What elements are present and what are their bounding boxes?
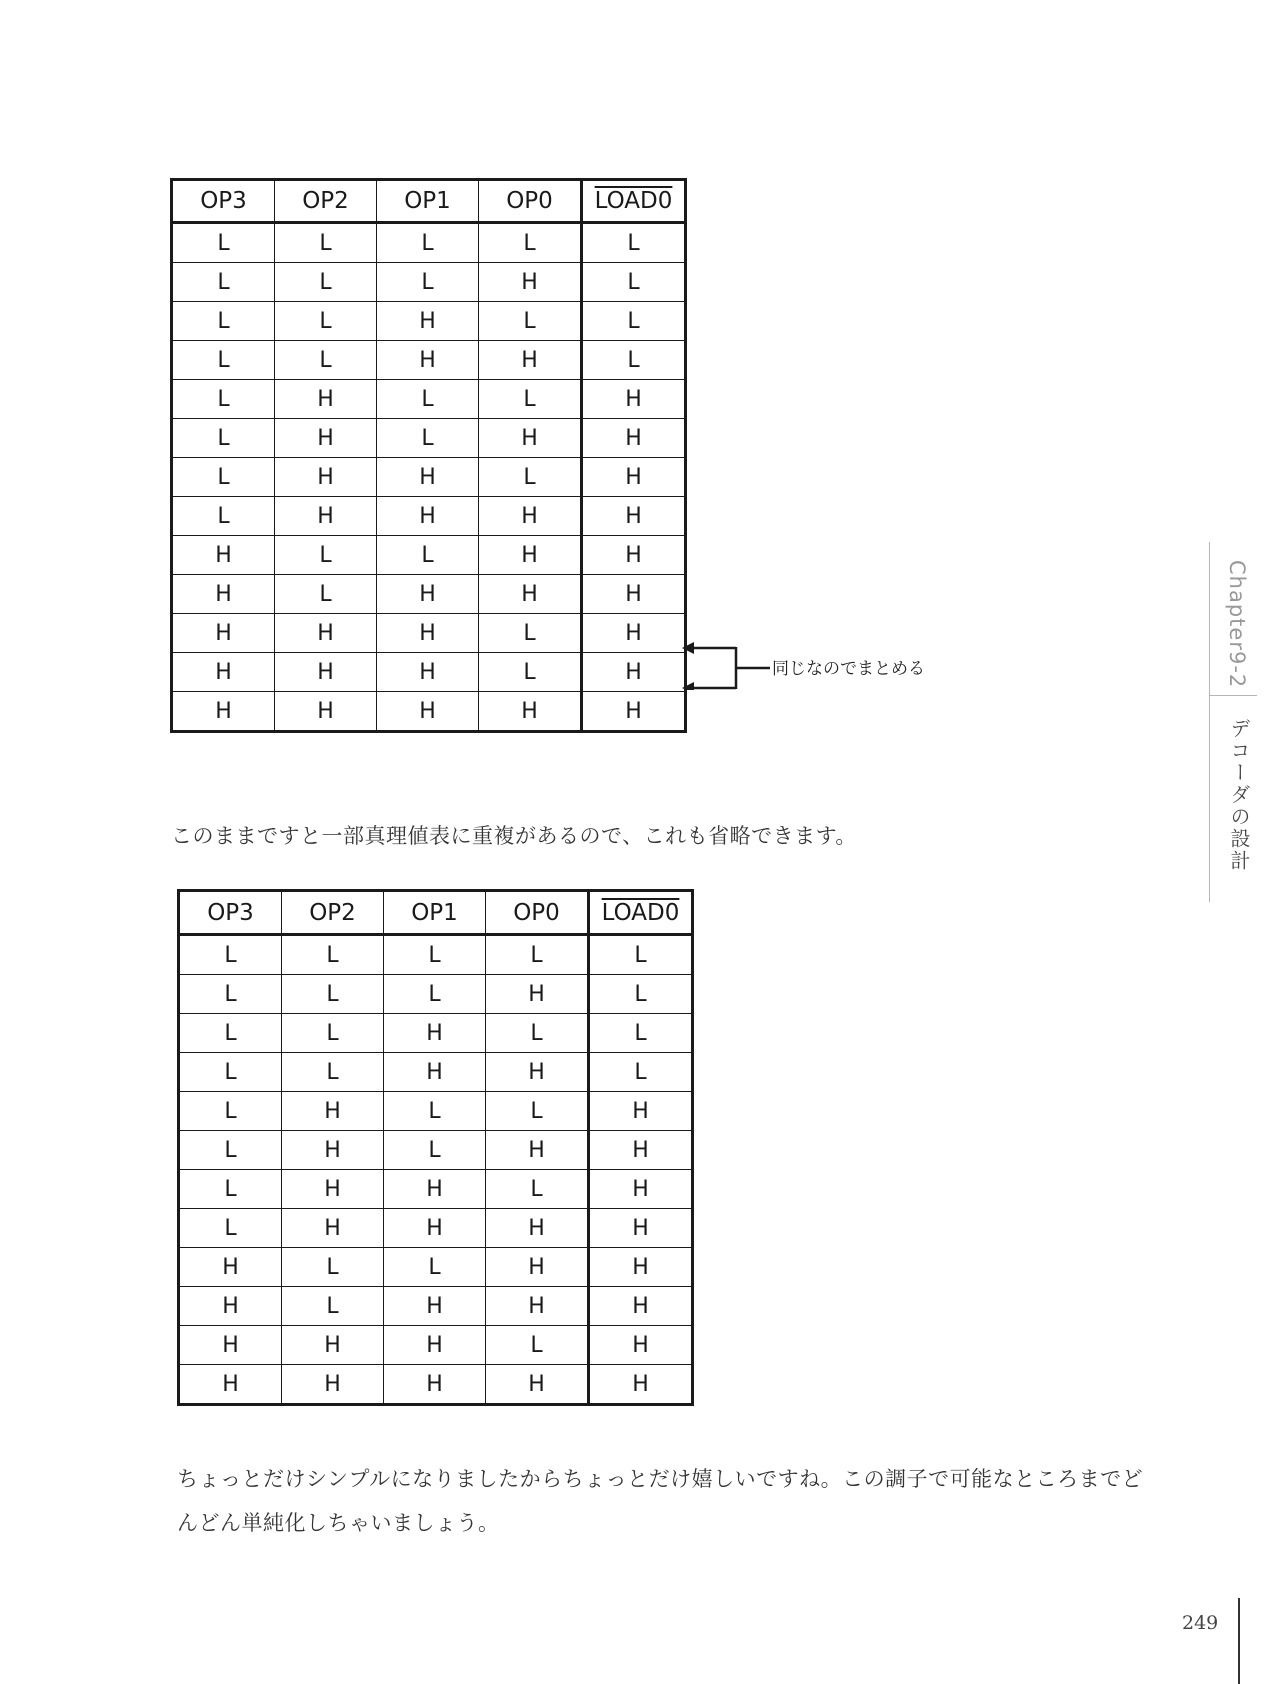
table-cell: L	[589, 975, 693, 1014]
table-cell: H	[486, 1365, 589, 1405]
table-cell: L	[384, 1248, 486, 1287]
table-cell: L	[486, 1014, 589, 1053]
table-cell: H	[282, 1170, 384, 1209]
table-row	[179, 1092, 693, 1131]
table-cell: L	[179, 1209, 282, 1248]
table-cell: H	[486, 1131, 589, 1170]
table-cell: L	[275, 223, 377, 263]
table-row	[172, 380, 686, 419]
table-cell: H	[384, 1287, 486, 1326]
table-cell: H	[172, 614, 275, 653]
table-cell: H	[582, 614, 686, 653]
table-cell: L	[275, 575, 377, 614]
table-cell: L	[589, 1053, 693, 1092]
table-cell: H	[486, 1053, 589, 1092]
table-cell: L	[486, 1326, 589, 1365]
table-cell: H	[282, 1365, 384, 1405]
column-header-op1: OP1	[384, 891, 486, 935]
table-cell: H	[282, 1209, 384, 1248]
table-cell: H	[282, 1326, 384, 1365]
section-label: デコーダの設計	[1227, 718, 1251, 872]
table-cell: H	[275, 380, 377, 419]
table-row	[172, 302, 686, 341]
table-cell: L	[384, 935, 486, 975]
table-cell: L	[377, 223, 479, 263]
table-cell: L	[582, 302, 686, 341]
table-row	[179, 1170, 693, 1209]
table-cell: L	[479, 458, 582, 497]
table-cell: H	[377, 341, 479, 380]
table-cell: H	[172, 692, 275, 732]
table-cell: H	[172, 575, 275, 614]
table-cell: L	[172, 263, 275, 302]
table-cell: H	[179, 1365, 282, 1405]
table-cell: L	[479, 653, 582, 692]
body-paragraph-1: このままですと一部真理値表に重複があるので、これも省略できます。	[171, 824, 857, 848]
table-cell: L	[275, 536, 377, 575]
table-cell: H	[172, 536, 275, 575]
side-tab-rule	[1209, 542, 1210, 902]
column-header-load0: LOAD0	[589, 891, 693, 935]
table-header-row	[179, 891, 693, 935]
table-cell: H	[582, 653, 686, 692]
table-cell: L	[282, 975, 384, 1014]
table-cell: L	[172, 341, 275, 380]
table-cell: L	[179, 1170, 282, 1209]
table-cell: L	[275, 341, 377, 380]
table-row	[179, 1365, 693, 1405]
table-cell: H	[486, 975, 589, 1014]
table-cell: H	[582, 458, 686, 497]
table-row	[179, 1131, 693, 1170]
column-header-op3: OP3	[179, 891, 282, 935]
table-cell: L	[172, 458, 275, 497]
table-cell: L	[282, 935, 384, 975]
table-cell: H	[275, 653, 377, 692]
truth-table-reduced	[177, 889, 694, 1406]
table-row	[179, 1209, 693, 1248]
table-cell: H	[377, 497, 479, 536]
table-cell: L	[377, 263, 479, 302]
table-cell: L	[589, 935, 693, 975]
table-cell: H	[582, 497, 686, 536]
table-cell: H	[377, 458, 479, 497]
table-cell: H	[179, 1326, 282, 1365]
body-paragraph-2: ちょっとだけシンプルになりましたからちょっとだけ嬉しいですね。この調子で可能なところまでどんどん単純化しちゃいましょう。	[177, 1467, 1144, 1535]
column-header-op3: OP3	[172, 180, 275, 223]
table-cell: L	[486, 1170, 589, 1209]
table-cell: H	[384, 1365, 486, 1405]
table-cell: H	[377, 653, 479, 692]
arrowhead-top	[682, 642, 694, 654]
table-cell: H	[377, 614, 479, 653]
table-cell: H	[282, 1131, 384, 1170]
table-cell: H	[377, 575, 479, 614]
column-header-op0: OP0	[486, 891, 589, 935]
table-cell: L	[479, 223, 582, 263]
table-row	[172, 419, 686, 458]
table-row	[172, 263, 686, 302]
table-row	[179, 1287, 693, 1326]
table-cell: H	[582, 575, 686, 614]
table-cell: L	[179, 1014, 282, 1053]
table-cell: L	[282, 1014, 384, 1053]
table-cell: H	[377, 302, 479, 341]
chapter-label: Chapter9-2	[1225, 560, 1249, 689]
column-header-op2: OP2	[282, 891, 384, 935]
table-cell: L	[282, 1248, 384, 1287]
arrowhead-bottom	[682, 682, 694, 690]
table-row	[172, 653, 686, 692]
table-cell: H	[384, 1053, 486, 1092]
table-cell: L	[486, 935, 589, 975]
table-cell: H	[589, 1209, 693, 1248]
table-cell: H	[582, 419, 686, 458]
table-cell: L	[479, 614, 582, 653]
merge-note: 同じなのでまとめる	[772, 659, 925, 679]
table-cell: H	[479, 497, 582, 536]
table-row	[179, 935, 693, 975]
table-cell: H	[589, 1326, 693, 1365]
table-cell: L	[384, 1131, 486, 1170]
table-cell: L	[172, 419, 275, 458]
table-cell: H	[275, 458, 377, 497]
table-row	[172, 692, 686, 732]
table-cell: L	[172, 497, 275, 536]
truth-table-full	[170, 178, 687, 733]
column-header-load0: LOAD0	[582, 180, 686, 223]
table-cell: L	[282, 1287, 384, 1326]
table-header-row	[172, 180, 686, 223]
table-row	[172, 341, 686, 380]
table-cell: H	[172, 653, 275, 692]
table-cell: H	[582, 536, 686, 575]
table-cell: L	[377, 419, 479, 458]
table-row	[172, 458, 686, 497]
page-number: 249	[1182, 1612, 1219, 1634]
table-row	[172, 536, 686, 575]
table-row	[179, 1248, 693, 1287]
column-header-op0: OP0	[479, 180, 582, 223]
table-cell: H	[275, 497, 377, 536]
table-cell: H	[486, 1248, 589, 1287]
table-cell: H	[179, 1287, 282, 1326]
table-cell: H	[479, 341, 582, 380]
table-cell: H	[589, 1287, 693, 1326]
table-cell: L	[282, 1053, 384, 1092]
table-cell: H	[282, 1092, 384, 1131]
table-cell: L	[172, 380, 275, 419]
table-cell: L	[179, 1092, 282, 1131]
table-cell: H	[384, 1326, 486, 1365]
table-cell: L	[384, 1092, 486, 1131]
table-cell: L	[172, 223, 275, 263]
table-cell: H	[275, 614, 377, 653]
table-cell: L	[384, 975, 486, 1014]
table-cell: L	[479, 302, 582, 341]
table-cell: L	[582, 263, 686, 302]
table-cell: L	[179, 1131, 282, 1170]
table-cell: H	[275, 692, 377, 732]
table-cell: L	[377, 536, 479, 575]
table-cell: L	[582, 223, 686, 263]
table-cell: H	[479, 263, 582, 302]
table-cell: L	[275, 302, 377, 341]
table-cell: H	[589, 1131, 693, 1170]
table-cell: H	[589, 1365, 693, 1405]
table-cell: H	[486, 1287, 589, 1326]
table-cell: H	[486, 1209, 589, 1248]
table-cell: L	[172, 302, 275, 341]
table-row	[172, 497, 686, 536]
table-cell: H	[384, 1209, 486, 1248]
table-row	[179, 1014, 693, 1053]
table-cell: H	[275, 419, 377, 458]
table-cell: L	[179, 975, 282, 1014]
table-cell: H	[377, 692, 479, 732]
table-row	[172, 614, 686, 653]
table-cell: H	[479, 419, 582, 458]
table-row	[179, 975, 693, 1014]
table-row	[179, 1326, 693, 1365]
table-cell: H	[384, 1014, 486, 1053]
table-cell: H	[589, 1248, 693, 1287]
merge-bracket	[680, 630, 780, 690]
table-row	[179, 1053, 693, 1092]
table-cell: L	[582, 341, 686, 380]
table-cell: L	[486, 1092, 589, 1131]
table-cell: H	[479, 536, 582, 575]
table-cell: L	[179, 1053, 282, 1092]
table-cell: H	[479, 575, 582, 614]
table-cell: H	[582, 692, 686, 732]
table-row	[172, 575, 686, 614]
table-cell: H	[384, 1170, 486, 1209]
table-cell: H	[179, 1248, 282, 1287]
table-cell: L	[179, 935, 282, 975]
table-cell: L	[479, 380, 582, 419]
table-body	[172, 223, 686, 732]
table-cell: H	[589, 1170, 693, 1209]
table-cell: H	[589, 1092, 693, 1131]
table-row	[172, 223, 686, 263]
column-header-op2: OP2	[275, 180, 377, 223]
table-cell: L	[589, 1014, 693, 1053]
table-cell: L	[377, 380, 479, 419]
table-cell: H	[582, 380, 686, 419]
page-number-rule	[1238, 1598, 1240, 1684]
table-cell: L	[275, 263, 377, 302]
side-tab-divider	[1209, 695, 1257, 696]
table-cell: H	[479, 692, 582, 732]
column-header-op1: OP1	[377, 180, 479, 223]
table-body	[179, 935, 693, 1405]
